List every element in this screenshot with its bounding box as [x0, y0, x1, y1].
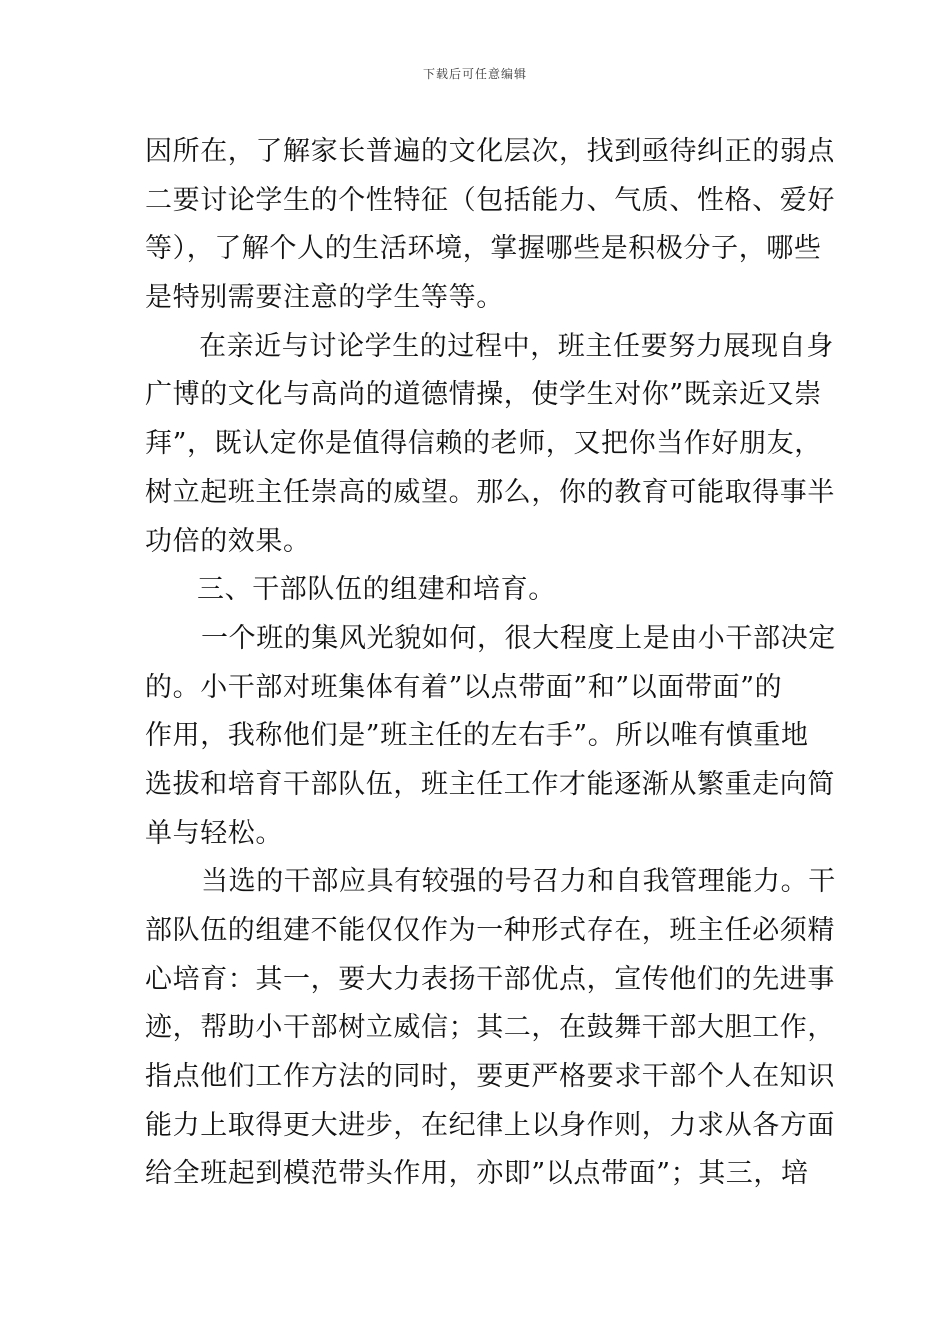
paragraph-start-line: 当选的干部应具有较强的号召力和自我管理能力。干: [201, 866, 836, 898]
text-line: 因所在，了解家长普遍的文化层次，找到亟待纠正的弱点: [145, 136, 835, 167]
text-line: 功倍的效果。: [145, 525, 311, 557]
text-line: 作用，我称他们是”班主任的左右手”。所以唯有慎重地: [145, 720, 809, 752]
text-line: 指点他们工作方法的同时，要更严格要求干部个人在知识: [145, 1061, 835, 1093]
text-line: 部队伍的组建不能仅仅作为一种形式存在，班主任必须精: [145, 915, 835, 946]
text-line: 拜”，既认定你是值得信赖的老师，又把你当作好朋友，: [145, 428, 822, 460]
document-body: [145, 128, 836, 1199]
text-line: 能力上取得更大进步，在纪律上以身作则，力求从各方面: [145, 1109, 835, 1141]
text-line: 二要讨论学生的个性特征（包括能力、气质、性格、爱好: [145, 184, 835, 216]
text-line: 是特别需要注意的学生等等。: [145, 282, 504, 314]
paragraph-start-line: 在亲近与讨论学生的过程中，班主任要努力展现自身: [199, 330, 834, 362]
text-line: 等），了解个人的生活环境，掌握哪些是积极分子，哪些: [145, 233, 822, 265]
paragraph-start-line: 一个班的集风光貌如何，很大程度上是由小干部决定: [201, 622, 836, 654]
text-line: 树立起班主任崇高的威望。那么，你的教育可能取得事半: [145, 476, 835, 508]
text-line: 广博的文化与高尚的道德情操，使学生对你”既亲近又崇: [145, 379, 822, 411]
page-header: 下载后可任意编辑: [422, 67, 527, 81]
text-line: 的。小干部对班集体有着”以点带面”和”以面带面”的: [145, 671, 783, 703]
text-line: 单与轻松。: [145, 817, 283, 849]
text-line: 心培育：其一，要大力表扬干部优点，宣传他们的先进事: [145, 963, 835, 995]
text-line: 给全班起到模范带头作用，亦即”以点带面”；其三，培: [145, 1158, 809, 1190]
text-line: 选拔和培育干部队伍，班主任工作才能逐渐从繁重走向简: [145, 768, 835, 800]
text-line: 迹，帮助小干部树立威信；其二，在鼓舞干部大胆工作，: [145, 1012, 835, 1044]
section-heading: 三、干部队伍的组建和培育。: [197, 574, 556, 606]
